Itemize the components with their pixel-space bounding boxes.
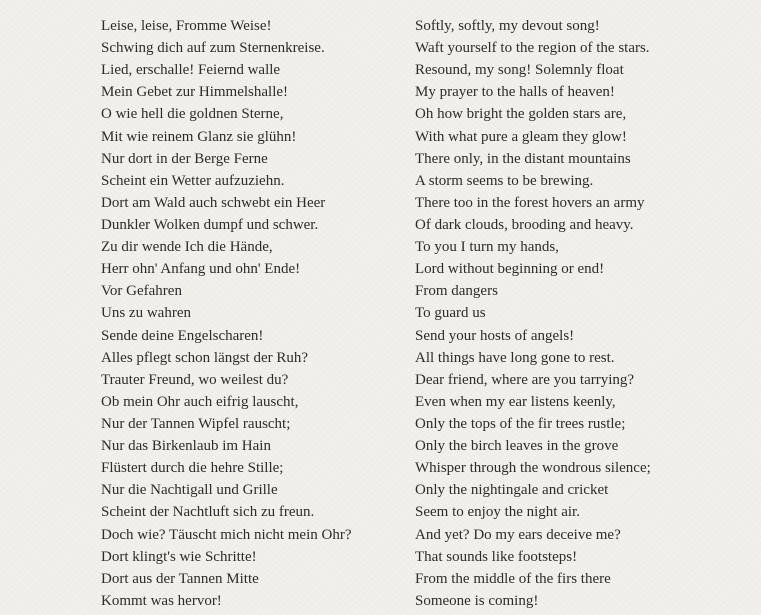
english-verse-line-17: Dear friend, where are you tarrying?	[415, 371, 635, 388]
english-verse-line-3: Resound, my song! Solemnly float	[415, 62, 624, 79]
german-verse-line-27: Kommt was hervor!	[101, 592, 222, 609]
german-verse-line-11: Zu dir wende Ich die Hände,	[101, 239, 273, 256]
german-verse-line-2: Schwing dich auf zum Sternenkreise.	[101, 40, 325, 57]
english-verse-line-5: Oh how bright the golden stars are,	[415, 106, 627, 123]
english-verse-line-12: Lord without beginning or end!	[415, 261, 605, 278]
english-verse-line-22: Only the nightingale and cricket	[415, 482, 609, 499]
german-verse-line-16: Alles pflegt schon längst der Ruh?	[101, 349, 309, 366]
english-verse-line-25: That sounds like footsteps!	[415, 548, 578, 565]
english-verse-line-7: There only, in the distant mountains	[415, 150, 631, 167]
german-verse-line-24: Doch wie? Täuscht mich nicht mein Ohr?	[101, 526, 352, 543]
english-verse-line-19: Only the tops of the fir trees rustle;	[415, 415, 626, 432]
english-verse-line-13: From dangers	[415, 283, 498, 300]
english-verse-line-16: All things have long gone to rest.	[415, 349, 615, 366]
english-verse-line-21: Whisper through the wondrous silence;	[415, 460, 651, 477]
german-verse-line-8: Scheint ein Wetter aufzuziehn.	[101, 172, 285, 189]
german-verse-line-10: Dunkler Wolken dumpf und schwer.	[101, 216, 319, 233]
german-verse-line-14: Uns zu wahren	[101, 305, 191, 322]
english-verse-line-6: With what pure a gleam they glow!	[415, 128, 627, 145]
german-verse-line-4: Mein Gebet zur Himmelshalle!	[101, 84, 289, 101]
english-verse-line-11: To you I turn my hands,	[415, 239, 559, 256]
english-verse-line-2: Waft yourself to the region of the stars.	[415, 40, 650, 57]
english-verse-line-8: A storm seems to be brewing.	[415, 172, 594, 189]
german-verse-line-6: Mit wie reinem Glanz sie glühn!	[101, 128, 297, 145]
english-verse-line-24: And yet? Do my ears deceive me?	[415, 526, 621, 543]
german-verse-line-15: Sende deine Engelscharen!	[101, 327, 264, 344]
german-text-column	[101, 15, 351, 612]
german-verse-line-13: Vor Gefahren	[101, 283, 182, 300]
german-verse-line-3: Lied, erschalle! Feiernd walle	[101, 62, 281, 79]
german-verse-line-20: Nur das Birkenlaub im Hain	[101, 438, 271, 455]
english-verse-line-23: Seem to enjoy the night air.	[415, 504, 580, 521]
english-verse-line-18: Even when my ear listens keenly,	[415, 393, 616, 410]
german-verse-line-26: Dort aus der Tannen Mitte	[101, 570, 259, 587]
english-verse-line-10: Of dark clouds, brooding and heavy.	[415, 216, 634, 233]
german-verse-line-23: Scheint der Nachtluft sich zu freun.	[101, 504, 315, 521]
german-verse-line-25: Dort klingt's wie Schritte!	[101, 548, 257, 565]
german-verse-line-7: Nur dort in der Berge Ferne	[101, 150, 268, 167]
german-verse-line-12: Herr ohn' Anfang und ohn' Ende!	[101, 261, 301, 278]
english-verse-line-15: Send your hosts of angels!	[415, 327, 575, 344]
english-translation-column	[415, 15, 651, 612]
german-verse-line-9: Dort am Wald auch schwebt ein Heer	[101, 194, 326, 211]
english-verse-line-9: There too in the forest hovers an army	[415, 194, 645, 211]
english-verse-line-14: To guard us	[415, 305, 486, 322]
german-verse-line-22: Nur die Nachtigall und Grille	[101, 482, 278, 499]
german-verse-line-21: Flüstert durch die hehre Stille;	[101, 460, 284, 477]
english-verse-line-1: Softly, softly, my devout song!	[415, 18, 600, 34]
english-verse-line-4: My prayer to the halls of heaven!	[415, 84, 615, 101]
german-verse-line-1: Leise, leise, Fromme Weise!	[101, 18, 272, 34]
german-verse-line-5: O wie hell die goldnen Sterne,	[101, 106, 284, 123]
english-verse-line-20: Only the birch leaves in the grove	[415, 438, 619, 455]
german-verse-line-18: Ob mein Ohr auch eifrig lauscht,	[101, 393, 299, 410]
german-verse-line-17: Trauter Freund, wo weilest du?	[101, 371, 289, 388]
english-verse-line-26: From the middle of the firs there	[415, 570, 611, 587]
poem-translation	[0, 15, 761, 615]
english-verse-line-27: Someone is coming!	[415, 592, 539, 609]
german-verse-line-19: Nur der Tannen Wipfel rauscht;	[101, 415, 291, 432]
